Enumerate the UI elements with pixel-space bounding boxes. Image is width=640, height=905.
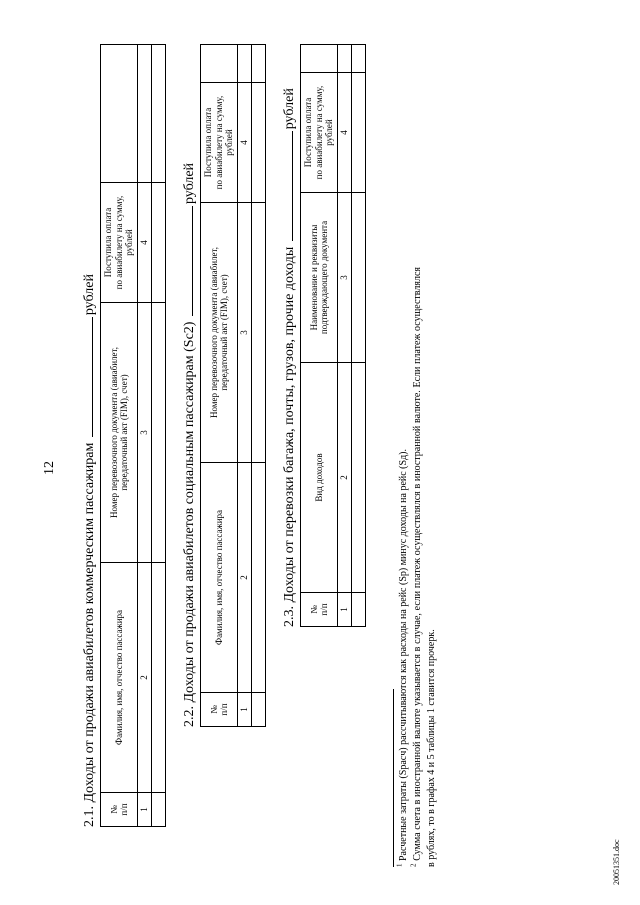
section-2-3-title bbox=[280, 88, 298, 627]
table-column-numbers-row bbox=[138, 45, 152, 827]
table-row bbox=[152, 45, 166, 827]
section-title-text: 2.1. Доходы от продажи авиабилетов коммерческим пассажирам bbox=[82, 442, 97, 827]
table-2-2 bbox=[200, 44, 266, 727]
col-header-payment: Поступила оплата по авиабилету на сумму, рублей bbox=[201, 83, 238, 203]
table-2-1 bbox=[100, 44, 166, 827]
col-header-payment: Поступила оплата по авиабилету на сумму, рублей bbox=[301, 73, 338, 193]
col-header-name: Фамилия, имя, отчество пассажира bbox=[201, 463, 238, 693]
col-number: 1 bbox=[338, 593, 352, 627]
col-header-num: № п/п bbox=[201, 693, 238, 727]
amount-blank bbox=[280, 131, 293, 241]
table-row bbox=[252, 45, 266, 727]
page-number: 12 bbox=[42, 461, 57, 475]
table-row bbox=[352, 45, 366, 627]
col-header-name: Фамилия, имя, отчество пассажира bbox=[101, 563, 138, 793]
col-number: 4 bbox=[338, 73, 352, 193]
col-header-num: № п/п bbox=[101, 793, 138, 827]
col-number-empty bbox=[138, 45, 152, 183]
table-column-numbers-row bbox=[338, 45, 352, 627]
col-number-empty bbox=[238, 45, 252, 83]
col-header-document: Номер перевозочного документа (авиабилет, передаточный акт (FIM), счет) bbox=[201, 203, 238, 463]
col-number: 1 bbox=[238, 693, 252, 727]
col-header-empty bbox=[101, 45, 138, 183]
table-2-3 bbox=[300, 44, 366, 627]
section-title-text: 2.2. Доходы от продажи авиабилетов социальным пассажирам (Sc2) bbox=[182, 321, 197, 727]
unit-label: рублей bbox=[82, 274, 97, 316]
footnote-2 bbox=[411, 267, 439, 867]
amount-blank bbox=[80, 317, 93, 437]
unit-label: рублей bbox=[182, 162, 197, 205]
unit-label: рублей bbox=[282, 88, 297, 130]
col-number: 4 bbox=[138, 183, 152, 303]
table-column-numbers-row bbox=[238, 45, 252, 727]
col-number: 2 bbox=[238, 463, 252, 693]
col-number: 2 bbox=[338, 363, 352, 593]
col-header-document: Номер перевозочного документа (авиабилет, передаточный акт (FIM), счет) bbox=[101, 303, 138, 563]
amount-blank bbox=[180, 206, 193, 316]
section-title-text: 2.3. Доходы от перевозки багажа, почты, грузов, прочие доходы bbox=[282, 246, 297, 627]
col-header-income-type: Вид доходов bbox=[301, 363, 338, 593]
col-header-empty bbox=[201, 45, 238, 83]
footnotes bbox=[397, 267, 438, 867]
col-header-empty bbox=[301, 45, 338, 73]
footnote-text: Расчетные затраты (Spacч) рассчитываются как расходы на рейс (Sp) минус доходы на рейс (Sд). bbox=[398, 449, 409, 864]
col-number-empty bbox=[338, 45, 352, 73]
table-header-row bbox=[301, 45, 338, 627]
col-number: 3 bbox=[238, 203, 252, 463]
section-2-1-title bbox=[80, 274, 98, 827]
col-header-num: № п/п bbox=[301, 593, 338, 627]
footnote-text: Сумма счета в иностранной валюте указывается в случае, если платеж осуществлялся в иностранной валюте. Если платеж осуществлялся в рублях, то в графах 4 и 5 таблицы 1 ставится прочерк. bbox=[411, 267, 437, 867]
col-number: 3 bbox=[338, 193, 352, 363]
col-header-document: Наименование и реквизиты подтверждающего документа bbox=[301, 193, 338, 363]
col-header-payment: Поступила оплата по авиабилету на сумму, рублей bbox=[101, 183, 138, 303]
footnote-mark: 2 bbox=[409, 863, 418, 867]
footnote-1 bbox=[397, 267, 411, 867]
table-header-row bbox=[101, 45, 138, 827]
table-header-row bbox=[201, 45, 238, 727]
col-number: 2 bbox=[138, 563, 152, 793]
col-number: 1 bbox=[138, 793, 152, 827]
col-number: 3 bbox=[138, 303, 152, 563]
section-2-2-title bbox=[180, 163, 198, 727]
footnote-mark: 1 bbox=[395, 863, 404, 867]
footnote-separator bbox=[393, 689, 394, 867]
document-id: 20051351.doc bbox=[612, 839, 621, 885]
col-number: 4 bbox=[238, 83, 252, 203]
